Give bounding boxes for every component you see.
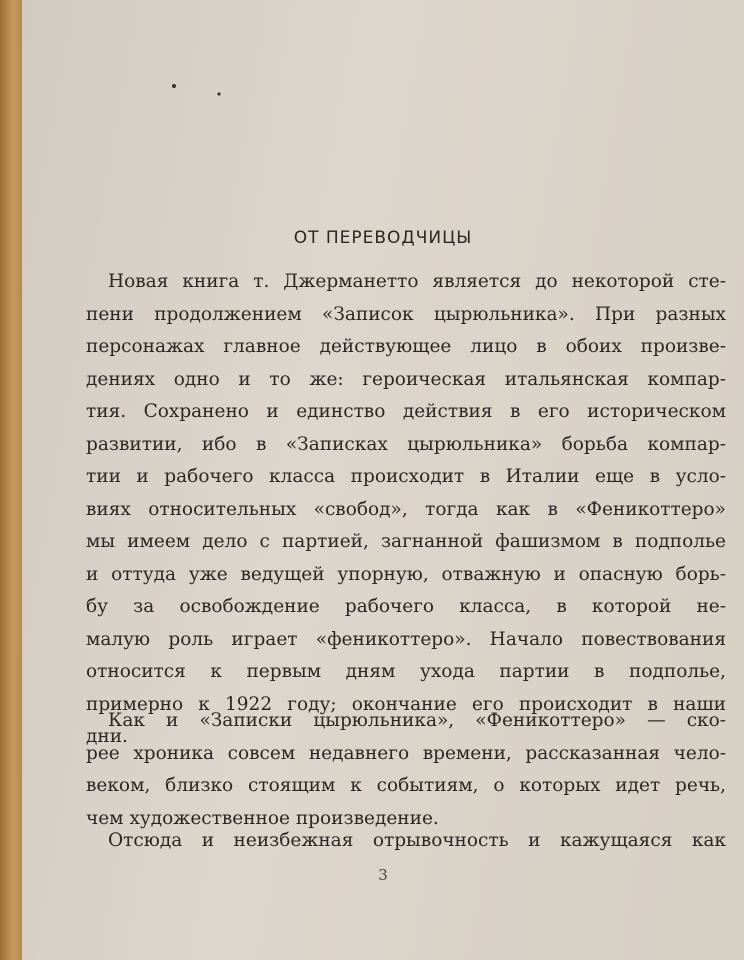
text-line: Как и «Записки цырюльника», «Феникоттеро» — ско- [108,710,726,731]
text-line: дни. [86,726,128,747]
text-line: Отсюда и неизбежная отрывочность и кажущаяся как [108,830,726,851]
text-line: дениях одно и то же: героическая итальянская компар- [86,368,726,390]
book-page [22,0,744,960]
text-line: примерно к 1922 году; окончание его происходит в наши [86,693,726,715]
page-number: 3 [378,866,388,884]
text-line: Новая книга т. Джерманетто является до некоторой сте- [108,271,726,292]
paper-specks [22,0,744,120]
text-line: бу за освобождение рабочего класса, в которой не- [86,596,726,617]
text-line: развитии, ибо в «Записках цырюльника» борьба компар- [86,433,726,455]
text-line: и оттуда уже ведущей упорную, отважную и опасную борь- [86,563,726,585]
text-line: пени продолжением «Записок цырюльника». При разных [86,303,726,325]
text-line: веком, близко стоящим к событиям, о которых идет речь, [86,775,726,796]
text-line: мы имеем дело с партией, загнанной фашизмом в подполье [86,531,726,552]
text-line: тия. Сохранено и единство действия в его историческом [86,401,726,422]
text-line: малую роль играет «феникоттеро». Начало повествования [86,628,726,650]
text-line: относится к первым дням ухода партии в подполье, [86,661,726,682]
text-line: рее хроника совсем недавнего времени, рассказанная чело- [86,742,726,764]
text-line: персонажах главное действующее лицо в обоих произве- [86,336,726,357]
text-line: виях относительных «свобод», тогда как в «Феникоттеро» [86,498,726,520]
paragraph-1 [86,266,726,754]
book-spine-edge [0,0,22,960]
page-title: ОТ ПЕРЕВОДЧИЦЫ [293,228,473,248]
paragraph-2 [86,705,726,835]
text-line: тии и рабочего класса происходит в Италии еще в усло- [86,466,726,487]
text-line: чем художественное произведение. [86,807,439,829]
paragraph-3 [86,825,726,858]
